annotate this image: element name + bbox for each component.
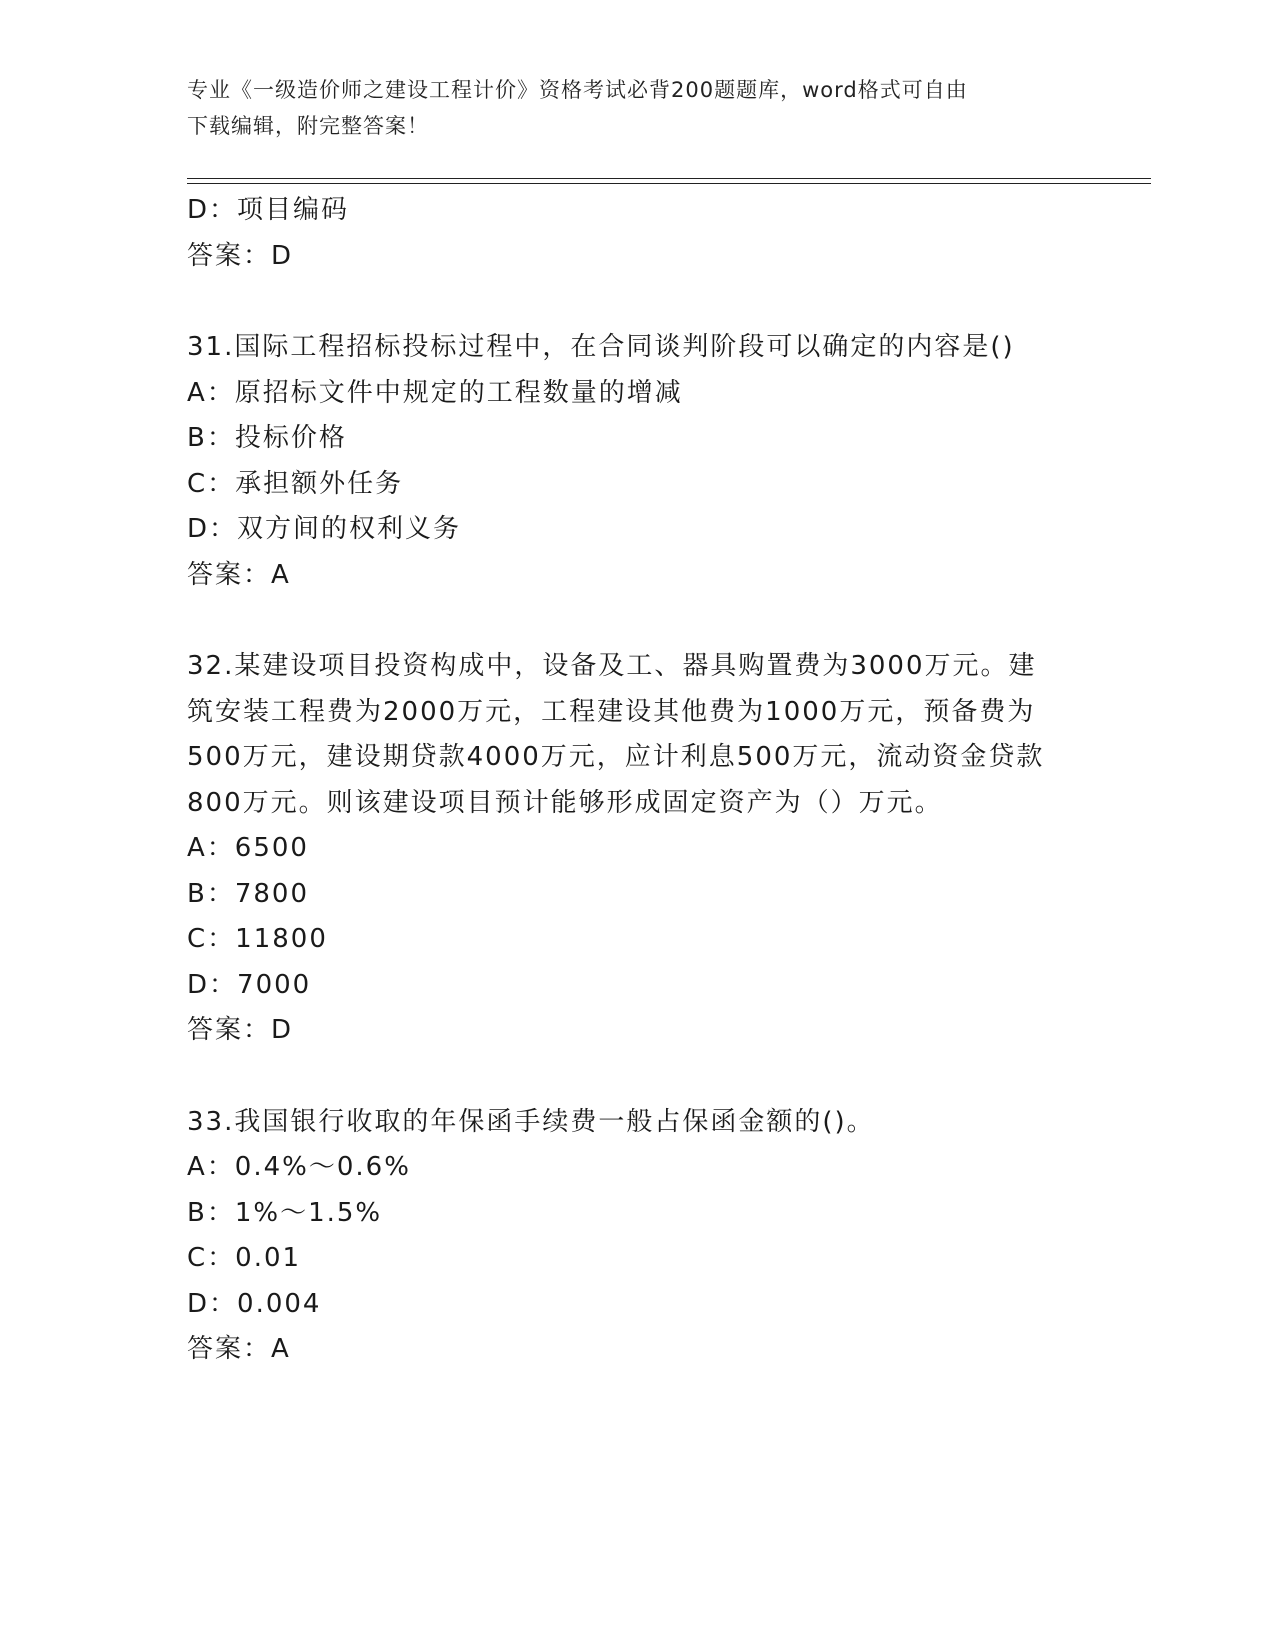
- spacer: [187, 1054, 1087, 1100]
- question-stem: 31.国际工程招标投标过程中，在合同谈判阶段可以确定的内容是(): [187, 332, 1015, 362]
- answer: 答案：A: [187, 559, 291, 590]
- question-stem-line-1: 32.某建设项目投资构成中，设备及工、器具购置费为3000万元。建: [187, 651, 1037, 681]
- spacer: [187, 598, 1087, 644]
- option-a: A：0.4%～0.6%: [187, 1152, 411, 1182]
- question-stem-line-4: 800万元。则该建设项目预计能够形成固定资产为（）万元。: [187, 787, 943, 818]
- question-stem-line-3: 500万元，建设期贷款4000万元，应计利息500万元，流动资金贷款: [187, 742, 1045, 772]
- option-a: A：原招标文件中规定的工程数量的增减: [187, 377, 683, 408]
- option-d-prev: D：项目编码: [187, 195, 350, 225]
- question-32: [187, 644, 1087, 1054]
- option-a: A：6500: [187, 833, 309, 863]
- question-stem: 33.我国银行收取的年保函手续费一般占保函金额的()。: [187, 1106, 875, 1137]
- option-b: B：投标价格: [187, 423, 347, 453]
- spacer: [187, 279, 1087, 325]
- answer-prev: 答案：D: [187, 240, 294, 271]
- header-divider-bottom: [187, 183, 1151, 184]
- question-list: [187, 188, 1087, 1373]
- option-d: D：7000: [187, 969, 312, 1000]
- option-b: B：1%～1.5%: [187, 1197, 383, 1228]
- option-c: C：承担额外任务: [187, 468, 404, 499]
- header-divider-top: [187, 178, 1151, 179]
- header-line-2: 下载编辑，附完整答案！: [187, 114, 429, 138]
- answer: 答案：D: [187, 1015, 294, 1045]
- question-stem-line-2: 筑安装工程费为2000万元，工程建设其他费为1000万元，预备费为: [187, 696, 1036, 727]
- document-header: [187, 72, 1067, 144]
- option-b: B：7800: [187, 878, 310, 909]
- answer: 答案：A: [187, 1334, 291, 1364]
- question-33: [187, 1100, 1087, 1373]
- question-31: [187, 325, 1087, 598]
- option-c: C：0.01: [187, 1243, 302, 1273]
- option-d: D：双方间的权利义务: [187, 514, 462, 544]
- header-line-1: 专业《一级造价师之建设工程计价》资格考试必背200题题库，word格式可自由: [187, 78, 968, 102]
- option-c: C：11800: [187, 924, 328, 954]
- option-d: D：0.004: [187, 1288, 322, 1319]
